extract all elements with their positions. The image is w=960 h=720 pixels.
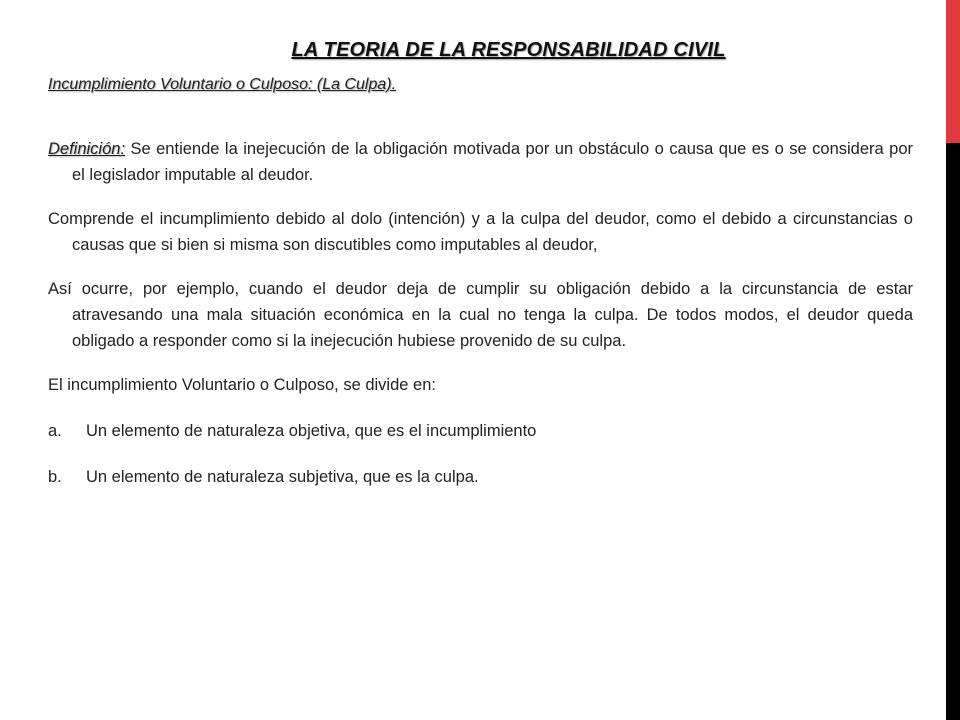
accent-bar-top bbox=[946, 0, 960, 143]
list-item-text: Un elemento de naturaleza subjetiva, que es la culpa. bbox=[86, 468, 479, 486]
slide-content bbox=[48, 36, 913, 490]
accent-bar-bottom bbox=[946, 143, 960, 720]
list-marker: a. bbox=[48, 422, 62, 440]
list-item-b bbox=[48, 464, 913, 490]
list-marker: b. bbox=[48, 468, 62, 486]
section-subtitle: Incumplimiento Voluntario o Culposo: (La Culpa). bbox=[48, 76, 397, 93]
list-item-a bbox=[48, 418, 913, 444]
list-item-text: Un elemento de naturaleza objetiva, que es el incumplimiento bbox=[86, 422, 537, 440]
definition-text: Se entiende la inejecución de la obligación motivada por un obstáculo o causa que es o se considera por el legislador imputable al deudor. bbox=[72, 140, 913, 184]
slide-title: LA TEORIA DE LA RESPONSABILIDAD CIVIL bbox=[291, 39, 726, 61]
paragraph-2: Así ocurre, por ejemplo, cuando el deudor deja de cumplir su obligación debido a la circunstancia de estar atravesando una mala situación económica en la cual no tenga la culpa. De todos modos, el deudor queda obligado a responder como si la inejecución hubiese provenido de su culpa. bbox=[48, 280, 913, 350]
definition-label: Definición: bbox=[48, 140, 126, 158]
definition-paragraph bbox=[48, 136, 913, 188]
paragraph-1: Comprende el incumplimiento debido al dolo (intención) y a la culpa del deudor, como el debido a circunstancias o causas que si bien si misma son discutibles como imputables al deudor, bbox=[48, 210, 913, 254]
paragraph-3: El incumplimiento Voluntario o Culposo, se divide en: bbox=[48, 376, 436, 394]
